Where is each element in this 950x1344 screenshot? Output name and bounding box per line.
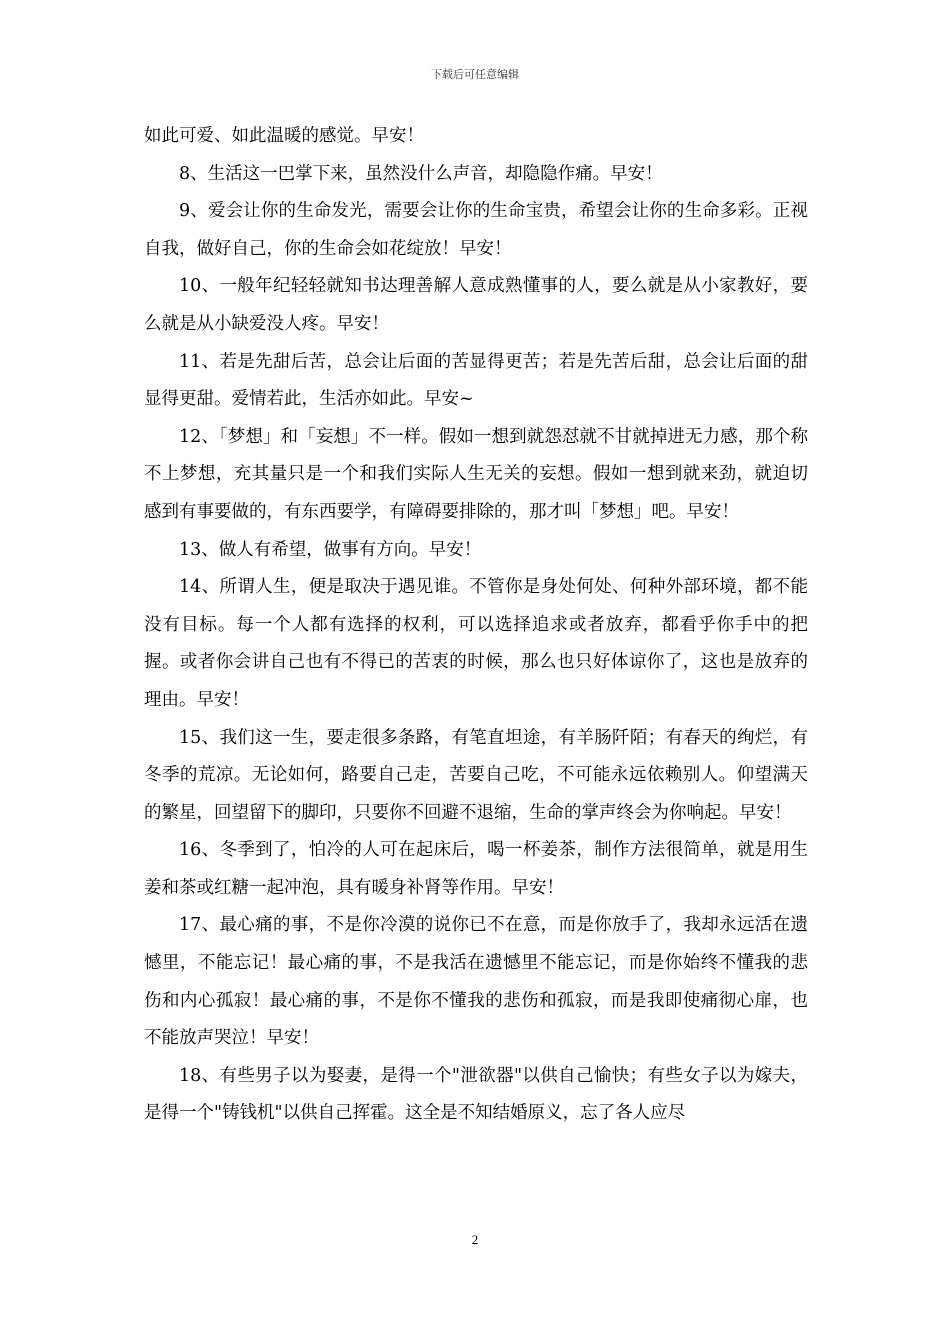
page-header: 下载后可任意编辑: [431, 68, 519, 81]
paragraph: 13、做人有希望，做事有方向。早安！: [179, 539, 482, 560]
paragraph: 12、「梦想」和「妄想」不一样。假如一想到就怨怼就不甘就掉进无力感，那个称不上梦想，充其量只是一个和我们实际人生无关的妄想。假如一想到就来劲，就迫切感到有事要做的，有东西要学，有障碍要排除的，那才叫「梦想」吧。早安！: [144, 426, 808, 522]
document-body: [144, 118, 808, 1133]
paragraph: 8、生活这一巴掌下来，虽然没什么声音，却隐隐作痛。早安！: [179, 163, 663, 184]
page-number: 2: [471, 1232, 479, 1247]
paragraph: 17、最心痛的事，不是你冷漠的说你已不在意，而是你放手了，我却永远活在遗憾里，不能忘记！最心痛的事，不是我活在遗憾里不能忘记，而是你始终不懂我的悲伤和内心孤寂！最心痛的事，不是你不懂我的悲伤和孤寂，而是我即使痛彻心扉，也不能放声哭泣！早安！: [144, 915, 808, 1049]
paragraph: 如此可爱、如此温暖的感觉。早安！: [144, 126, 424, 146]
paragraph: 9、爱会让你的生命发光，需要会让你的生命宝贵，希望会让你的生命多彩。正视自我，做好自己，你的生命会如花绽放！早安！: [144, 201, 808, 259]
paragraph: 16、冬季到了，怕冷的人可在起床后，喝一杯姜茶，制作方法很简单，就是用生姜和茶或红糖一起冲泡，具有暖身补肾等作用。早安！: [144, 840, 808, 898]
paragraph: 11、若是先甜后苦，总会让后面的苦显得更苦；若是先苦后甜，总会让后面的甜显得更甜。爱情若此，生活亦如此。早安~: [144, 351, 808, 410]
paragraph: 14、所谓人生，便是取决于遇见谁。不管你是身处何处、何种外部环境，都不能没有目标。每一个人都有选择的权利，可以选择追求或者放弃，都看乎你手中的把握。或者你会讲自己也有不得已的苦衷的时候，那么也只好体谅你了，这也是放弃的理由。早安！: [144, 577, 808, 710]
paragraph: 10、一般年纪轻轻就知书达理善解人意成熟懂事的人，要么就是从小家教好，要么就是从小缺爱没人疼。早安！: [144, 276, 808, 334]
paragraph: 18、有些男子以为娶妻，是得一个"泄欲器"以供自己愉快；有些女子以为嫁夫，是得一个"铸钱机"以供自己挥霍。这全是不知结婚原义，忘了各人应尽: [144, 1065, 808, 1124]
paragraph: 15、我们这一生，要走很多条路，有笔直坦途，有羊肠阡陌；有春天的绚烂，有冬季的荒凉。无论如何，路要自己走，苦要自己吃，不可能永远依赖别人。仰望满天的繁星，回望留下的脚印，只要你不回避不退缩，生命的掌声终会为你响起。早安！: [144, 727, 808, 823]
